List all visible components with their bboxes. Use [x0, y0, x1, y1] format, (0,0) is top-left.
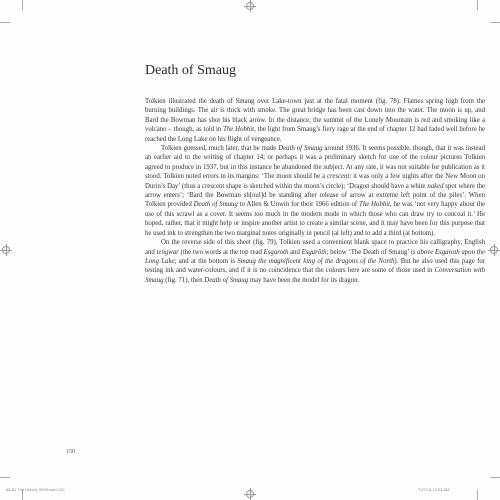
italic-run: naked — [427, 182, 444, 190]
text-run: and — [288, 248, 302, 256]
italic-run: Death of Smaug — [278, 145, 323, 153]
text-run: around 1936. It seems possible, though, that it was instead an earlier aid to the writing of chapter 14; or perhaps it was a preliminary sketch for one of the colour pictures Tolkien agreed to produce in 1937, but in this instance he abandoned the subject. At any rate, it was not suitable for publication as it stood. Tolkien noted errors in its margins: ‘The moon should be a — [145, 145, 485, 181]
crop-mark — [490, 477, 500, 478]
crop-mark — [22, 0, 23, 10]
italic-run: The Hobbit — [223, 126, 255, 134]
registration-mark-bottom — [246, 490, 254, 498]
italic-run: Esgaroth — [263, 248, 289, 256]
italic-run: crescent — [326, 173, 350, 181]
text-run: , the light from Smaug’s fiery rage at the end of chapter 12 had faded well before he reached the Long Lake on his flight of vengeance. — [145, 126, 485, 143]
text-run: ). But he also used this page for testing ink and water-colours, and if it is no coincidence that the colours here are some of those used in — [145, 257, 486, 275]
text-run: ; below ‘The Death of Smaug’ is — [326, 248, 418, 256]
crop-mark — [0, 477, 10, 478]
text-run: , he was ‘not very happy about the use of this scrawl as a cover. It seems too much in the modern mode in which those who can draw try to conceal it.’ He hoped, rather, that it might help or inspire another artist to create a similar scene, and it may have been for this purpose that he used ink to strengthen the two marginal notes originally in pencil (at left) and to add a third (at bottom). — [145, 201, 485, 237]
text-run: spot where the arrow enters’; ‘Bard the Bowman sh[oul]d be standing after release of arrow at extreme left point of the piles’. When Tolkien provided — [145, 182, 485, 209]
body-paragraph — [145, 97, 485, 144]
italic-run: Smaug the magnificent king of the dragons of the North — [237, 257, 395, 265]
italic-run: The Hobbit — [359, 201, 391, 209]
print-slug-filename: 66-81 The Hobbit_9990.indd 150 — [6, 487, 65, 492]
italic-run: tengwar — [156, 248, 179, 256]
text-run: (fig. 71), then — [163, 276, 205, 284]
text-run: : it was only a few nights after the New Moon on Durin’s Day’ (thus a crescent shape is sketched within the moon’s circle); ‘Dragon should have a white — [145, 173, 485, 190]
text-run: to Allen & Unwin for their 1966 edition of — [237, 201, 360, 209]
print-slug-timestamp: 7/27/18 12:03 AM — [418, 487, 450, 492]
italic-run: Esgarōth — [301, 248, 327, 256]
italic-run: Death of Smaug — [193, 201, 238, 209]
body-text — [145, 97, 485, 285]
crop-mark — [490, 22, 500, 23]
registration-mark-left — [2, 246, 10, 254]
registration-mark-top — [246, 2, 254, 10]
italic-run: Conversation with Smaug — [145, 267, 485, 284]
text-run: Tolkien illustrated the death of Smaug over Lake-town just at the fatal moment (fig. 78). Flames spring high from the burning buildings. The air is thick with smoke. The great bridge has been cast down into the water. The moon is up, and Bard the Bowman has shot his black arrow. In the distance, the summit of the Lonely Mountain is red and smoking like a volcano – though, as told in — [145, 98, 485, 134]
text-run: may have been the model for its dragon. — [248, 276, 360, 284]
crop-mark — [0, 22, 10, 23]
italic-run: above Esgaroth upon the Long Lake — [145, 248, 485, 265]
text-run: (the two words at the top read — [178, 248, 264, 256]
text-run: On the reverse side of this sheet (fig. 79), Tolkien used a convenient blank space to practice his calligraphy, English and — [145, 239, 485, 256]
page-title: Death of Smaug — [145, 63, 236, 78]
body-paragraph — [145, 238, 485, 285]
italic-run: Death of Smaug — [204, 276, 249, 284]
crop-mark — [477, 490, 478, 500]
text-run: ; and at the bottom is — [174, 257, 238, 265]
page-number: 150 — [66, 449, 75, 455]
crop-mark — [477, 0, 478, 10]
text-run: Tolkien guessed, much later, that he made — [161, 145, 279, 153]
body-paragraph — [145, 144, 485, 238]
registration-mark-right — [490, 246, 498, 254]
